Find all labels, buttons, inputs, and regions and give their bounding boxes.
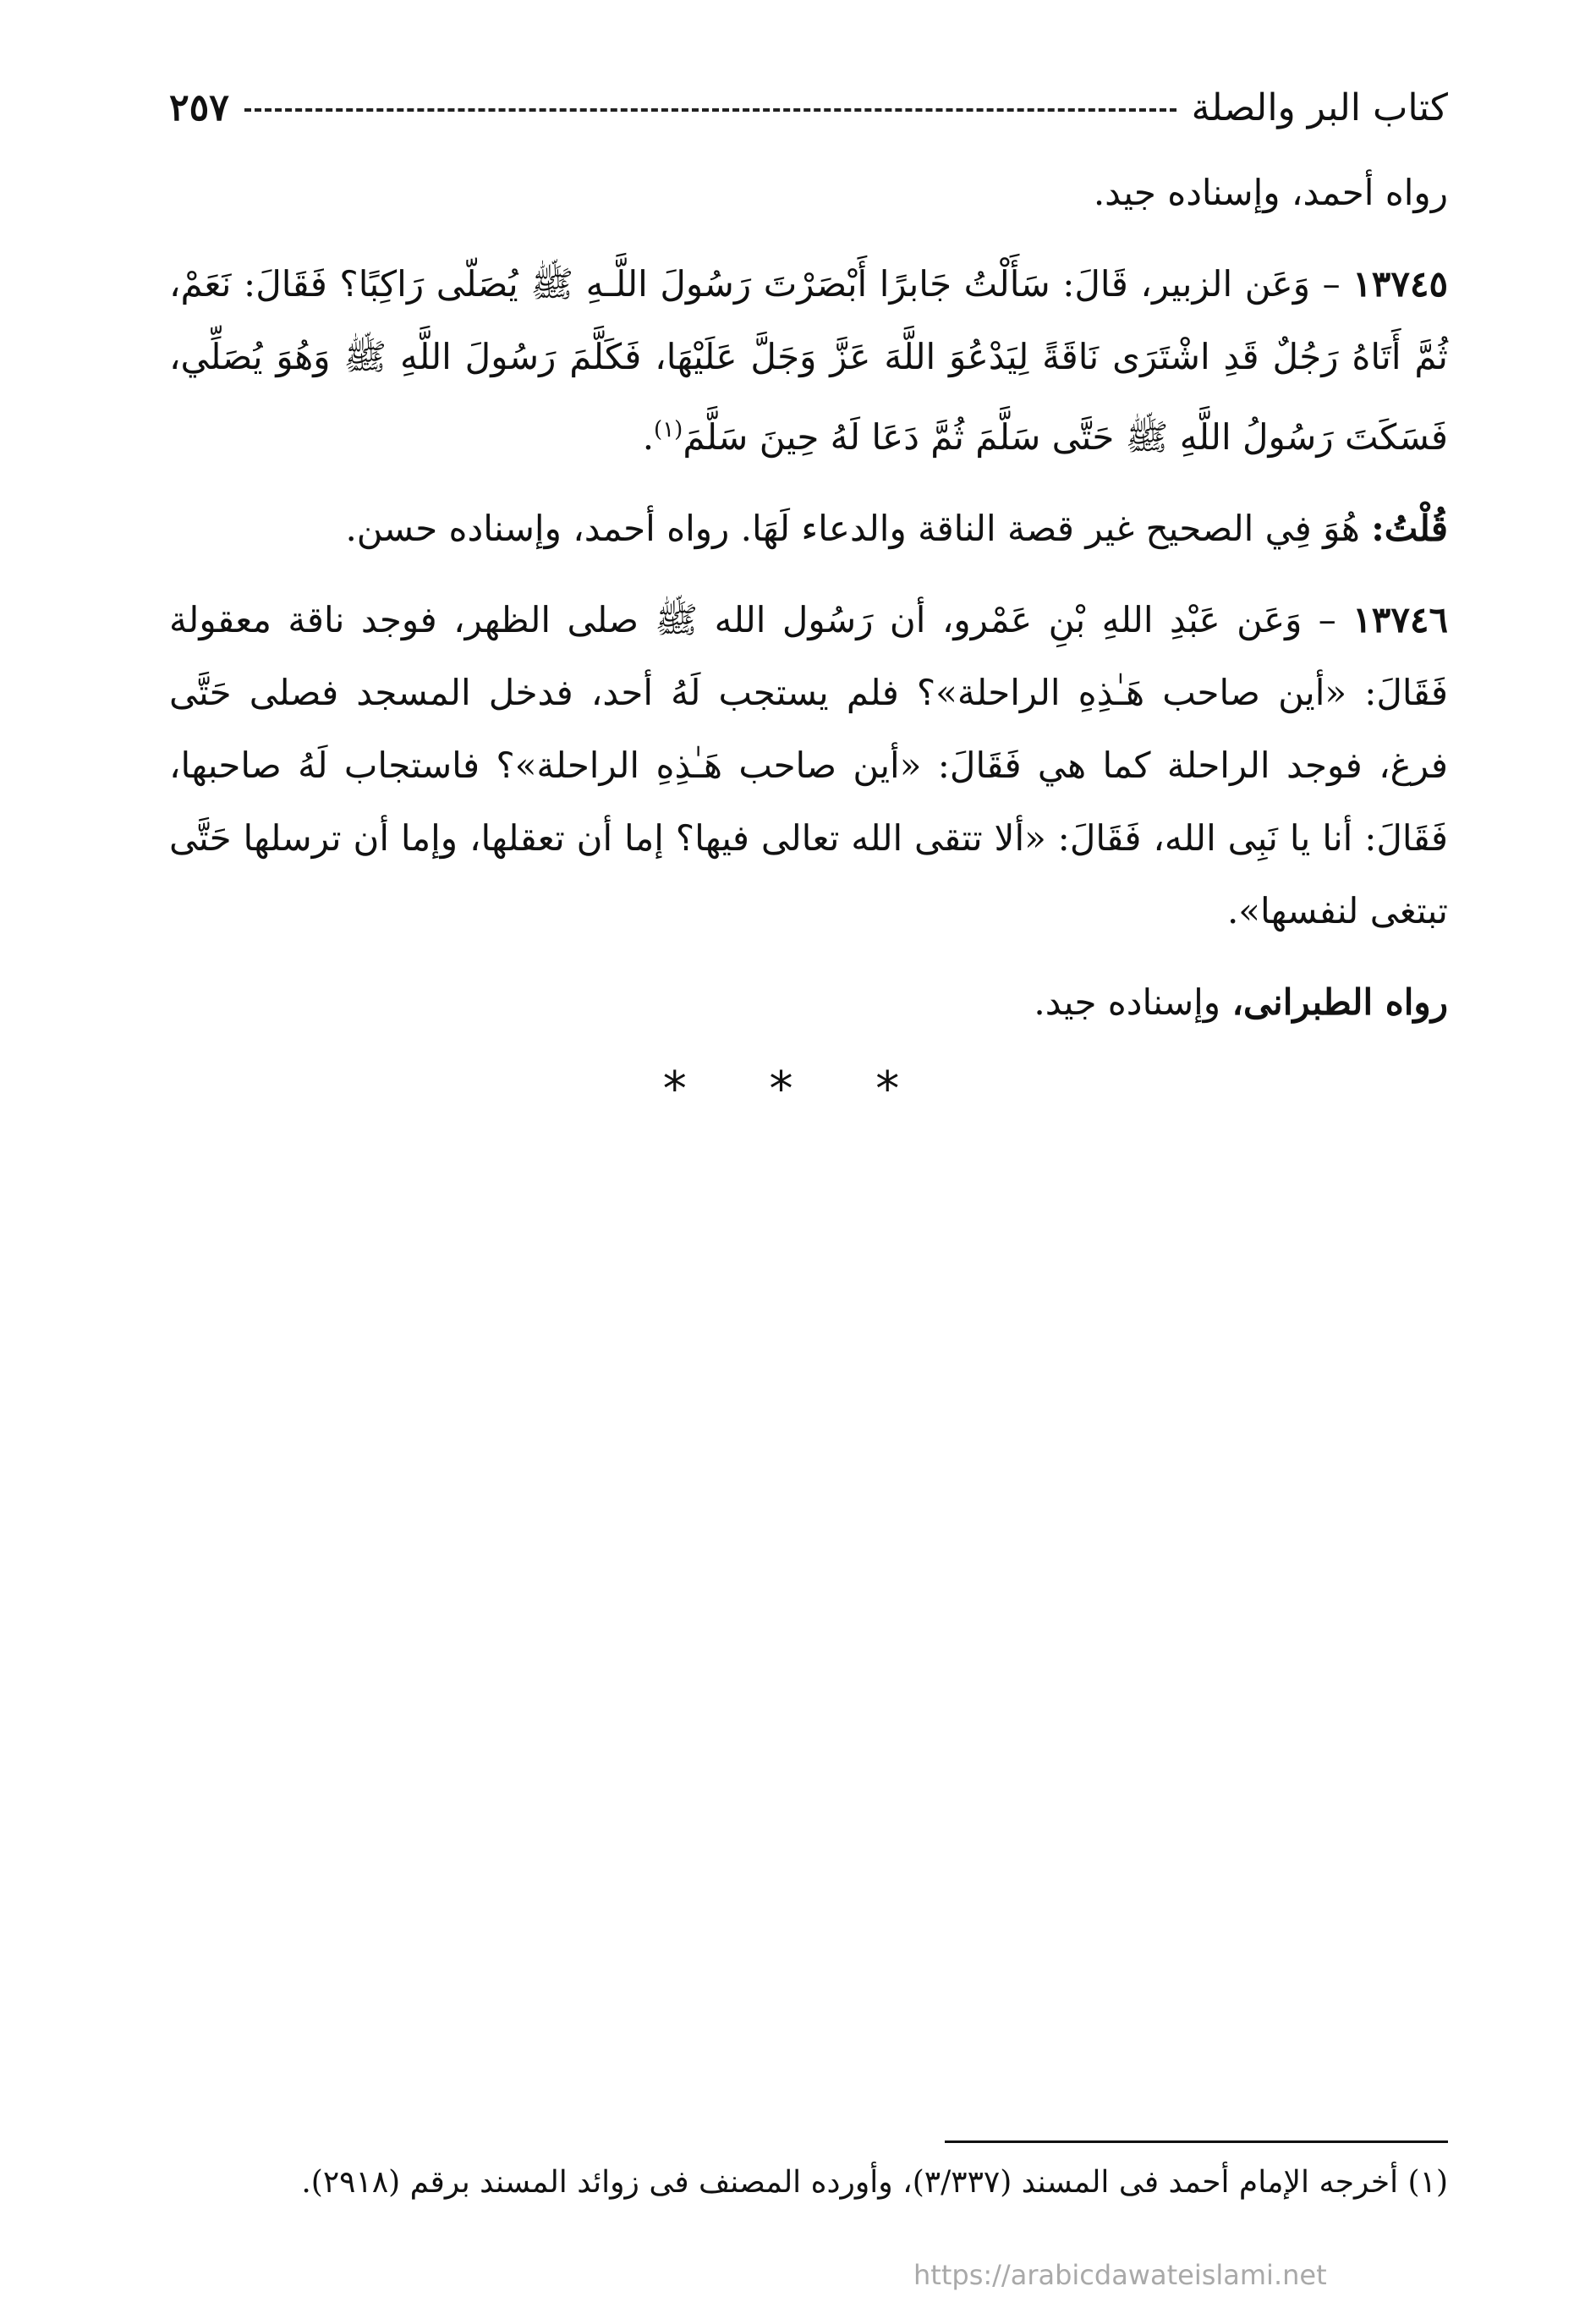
hadith-13746 <box>169 584 1448 948</box>
narrator-name: رواه الطبرانى، <box>1231 981 1448 1023</box>
hadith-number: ١٣٧٤٥ <box>1352 263 1448 305</box>
book-title: كتاب البر والصلة <box>1191 85 1448 129</box>
narration-text: رواه أحمد، وإسناده جيد. <box>1093 172 1448 213</box>
commentary-paragraph <box>169 492 1448 565</box>
footnote-text: (١) أخرجه الإمام أحمد فى المسند (٣/٣٣٧)، وأورده المصنف فى زوائد المسند برقم (٢٩١٨). <box>301 2165 1448 2200</box>
hadith-number: ١٣٧٤٦ <box>1352 599 1448 640</box>
paragraph-narration-2 <box>169 966 1448 1039</box>
footnote-marker[interactable]: (١) <box>654 417 683 442</box>
footnote-divider <box>945 2140 1448 2143</box>
qult-label: قُلْتُ: <box>1371 508 1448 549</box>
hadith-end: . <box>642 416 655 458</box>
paragraph-narration-1 <box>169 157 1448 229</box>
running-header <box>169 78 1448 137</box>
watermark-url: https://arabicdawateislami.net <box>913 2259 1327 2291</box>
section-separator-asterisks: * * * <box>662 1062 934 1117</box>
narration-text: وإسناده جيد. <box>1034 981 1232 1023</box>
hadith-text: – وَعَن الزبير، قَالَ: سَأَلْتُ جَابرًا أَبْصَرْتَ رَسُولَ اللَّـهِ ﷺ يُصَلّى رَاكِبًا؟ فَقَالَ: نَعَمْ، ثُمَّ أَتَاهُ رَجُلٌ قَدِ اشْتَرَى نَاقَةً لِيَدْعُوَ اللَّهَ عَزَّ وَجَلَّ عَلَيْهَا، فَكَلَّمَ رَسُولَ اللَّهِ ﷺ وَهُوَ يُصَلِّي، فَسَكَتَ رَسُولُ اللَّهِ ﷺ حَتَّى سَلَّمَ ثُمَّ دَعَا لَهُ حِينَ سَلَّمَ <box>169 263 1448 458</box>
hadith-text: – وَعَن عَبْدِ اللهِ بْنِ عَمْرو، أن رَسُول الله ﷺ صلى الظهر، فوجد ناقة معقولة فَقَالَ: «أين صاحب هَـٰذِهِ الراحلة»؟ فلم يستجب لَهُ أحد، فدخل المسجد فصلى حَتَّى فرغ، فوجد الراحلة كما هي فَقَالَ: «أين صاحب هَـٰذِهِ الراحلة»؟ فاستجاب لَهُ صاحبها، فَقَالَ: أنا يا نَبِى الله، فَقَالَ: «ألا تتقى الله تعالى فيها؟ إما أن تعقلها، وإما أن ترسلها حَتَّى تبتغى لنفسها». <box>169 599 1448 931</box>
header-dashed-rule <box>244 108 1176 112</box>
commentary-text: هُوَ فِي الصحيح غير قصة الناقة والدعاء لَهَا. رواه أحمد، وإسناده حسن. <box>345 508 1372 549</box>
page-number: ٢٥٧ <box>169 85 229 129</box>
page-body <box>169 157 1448 1058</box>
hadith-13745 <box>169 248 1448 474</box>
